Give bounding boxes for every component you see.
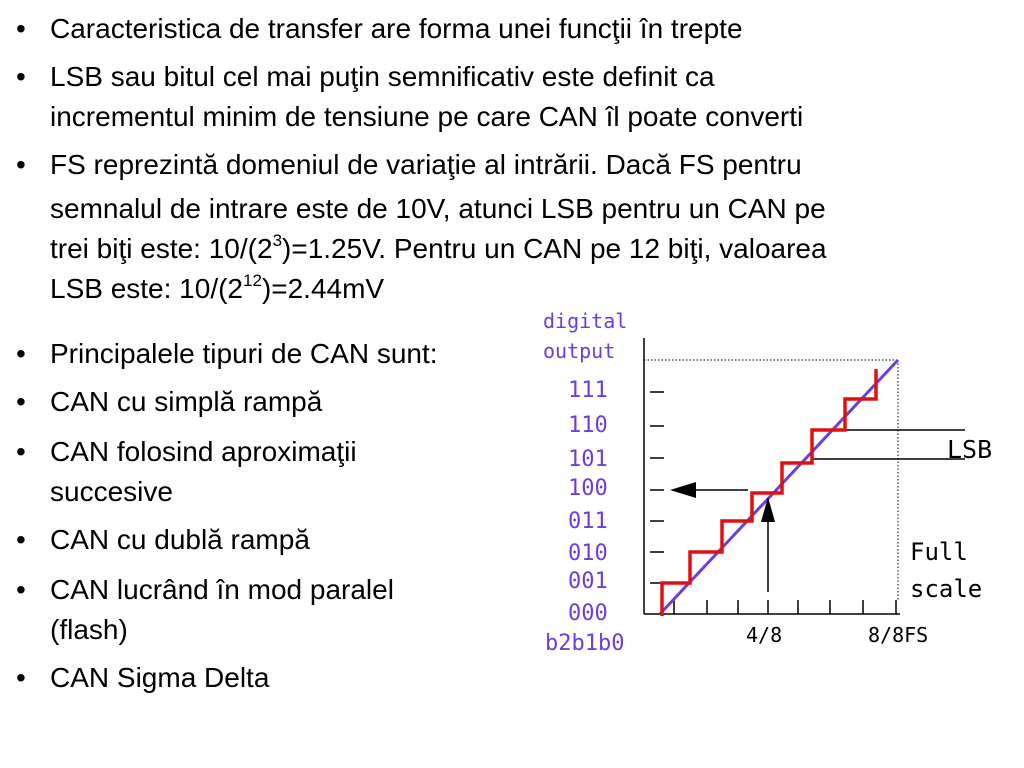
- arrow-left-icon: [670, 482, 696, 498]
- bullet-marker: •: [16, 524, 26, 555]
- figure-ylabel: digital: [543, 309, 628, 333]
- code-label: 010: [568, 541, 608, 566]
- bullet-marker: •: [16, 149, 26, 180]
- text-run: )=2.44mV: [261, 273, 385, 304]
- bullet-text: CAN cu dublă rampă: [50, 524, 310, 555]
- bullet-text: CAN lucrând în mod paralel: [50, 574, 394, 605]
- code-label: 101: [568, 447, 608, 472]
- code-label: 100: [568, 476, 608, 501]
- bullet-text: LSB sau bitul cel mai puţin semnificativ este definit ca: [50, 61, 715, 92]
- lsb-label: LSB: [947, 435, 993, 464]
- text-run: LSB este: 10/(2: [50, 273, 244, 304]
- bullet-marker: •: [16, 574, 26, 605]
- code-label: 110: [568, 413, 608, 438]
- text-run: )=1.25V. Pentru un CAN pe 12 biţi, valoarea: [282, 233, 827, 264]
- bullet-text: (flash): [50, 614, 128, 645]
- text-run: trei biţi este: 10/(2: [50, 233, 273, 264]
- bullet-marker: •: [16, 61, 26, 92]
- bullet-text: CAN folosind aproximaţii: [50, 436, 357, 467]
- bullet-text: Caracteristica de transfer are forma unei funcţii în trepte: [50, 13, 743, 44]
- bullet-text: CAN cu simplă rampă: [50, 386, 323, 417]
- bullet-marker: •: [16, 338, 26, 369]
- bullet-text: CAN Sigma Delta: [50, 662, 270, 693]
- y-ticks: [650, 392, 664, 583]
- code-label: 000: [568, 601, 608, 626]
- code-label: 001: [568, 569, 608, 594]
- full-scale-label: scale: [910, 575, 983, 603]
- bullet-text: succesive: [50, 476, 173, 507]
- bullet-text: FS reprezintă domeniul de variaţie al intrării. Dacă FS pentru: [50, 149, 802, 180]
- figure-ylabel: output: [543, 339, 616, 363]
- bullet-text: semnalul de intrare este de 10V, atunci LSB pentru un CAN pe: [50, 193, 826, 224]
- arrow-up-icon: [761, 497, 775, 522]
- bullet-marker: •: [16, 662, 26, 693]
- bullet-text: Principalele tipuri de CAN sunt:: [50, 338, 438, 369]
- superscript: 12: [243, 271, 262, 290]
- x-ticks: [674, 600, 896, 614]
- x-tick-label: 4/8: [746, 623, 783, 647]
- full-scale-label: Full: [910, 538, 968, 566]
- bullet-marker: •: [16, 386, 26, 417]
- code-label: 111: [568, 378, 608, 403]
- superscript: 3: [272, 231, 283, 250]
- code-label: 011: [568, 509, 608, 534]
- bullet-text: incrementul minim de tensiune pe care CAN îl poate converti: [50, 101, 804, 132]
- bullet-marker: •: [16, 436, 26, 467]
- bit-order-label: b2b1b0: [545, 631, 625, 656]
- x-tick-label: 8/8FS: [868, 623, 929, 647]
- bullet-marker: •: [16, 13, 26, 44]
- output-code-labels: [545, 378, 624, 656]
